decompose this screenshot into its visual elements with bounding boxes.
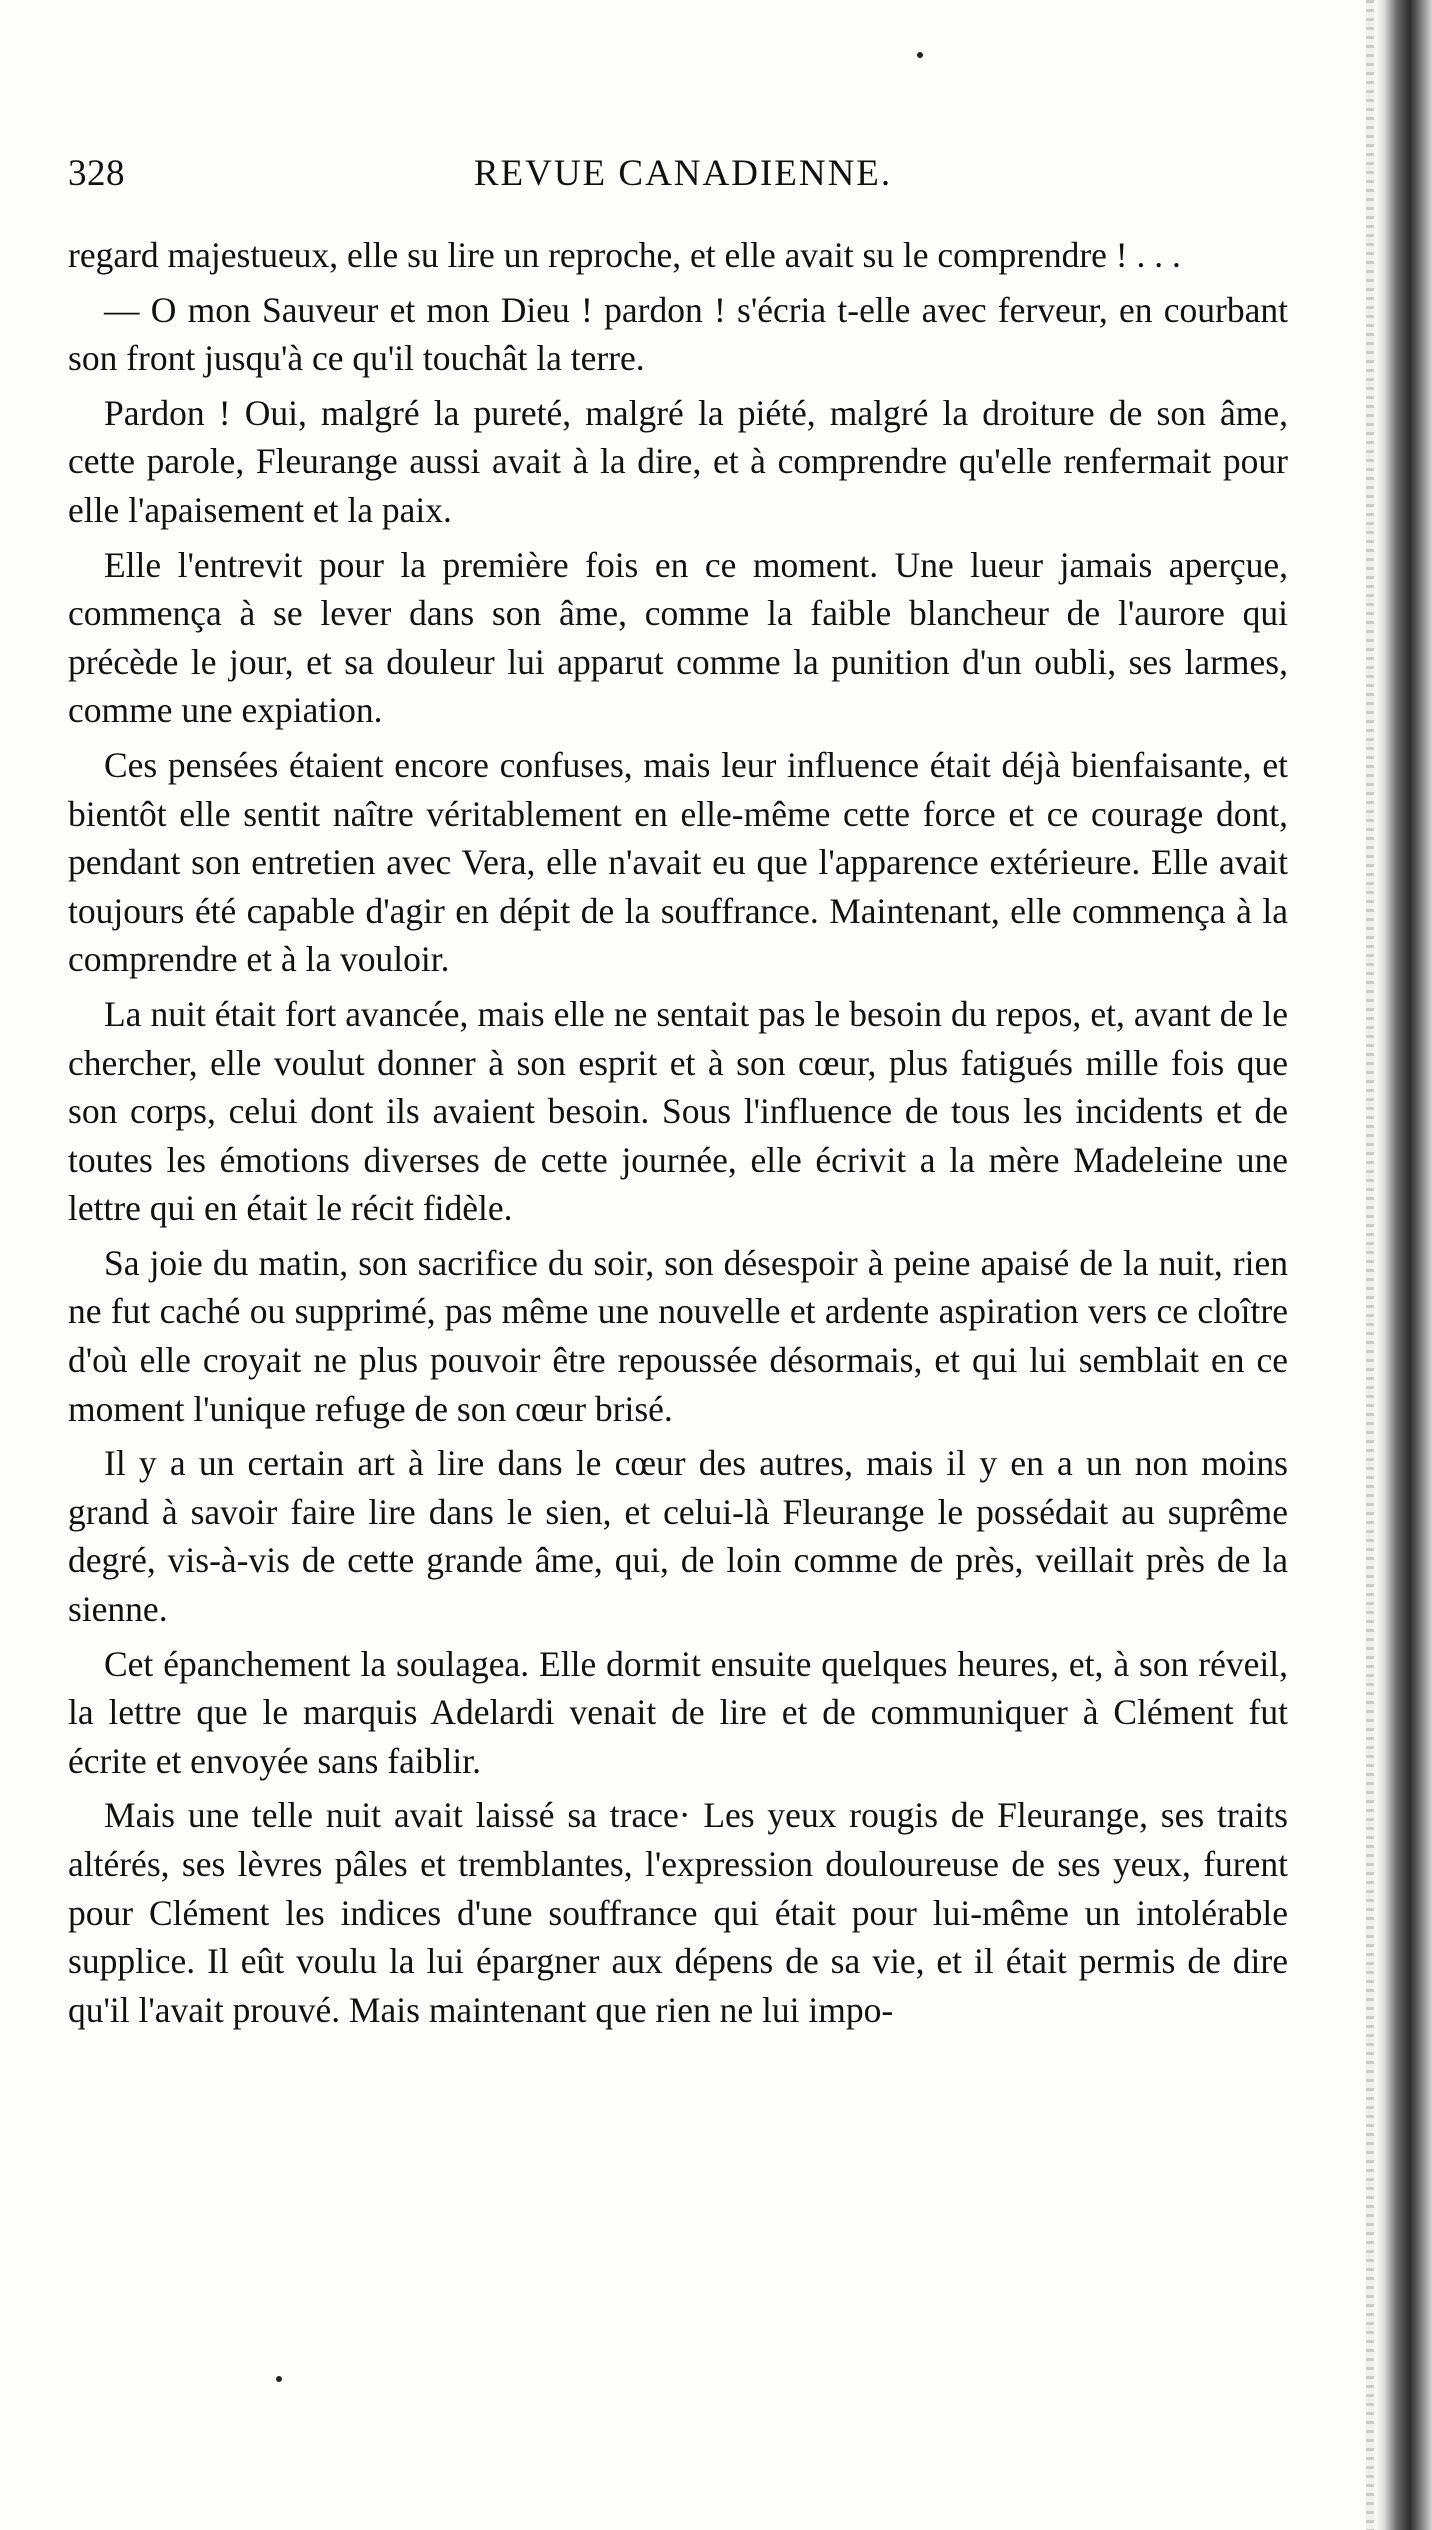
page-edge-shadow	[1366, 0, 1374, 2530]
speck-mark	[917, 52, 923, 58]
paragraph: Elle l'entrevit pour la première fois en ce moment. Une lueur jamais aperçue, commença à se lever dans son âme, comme la faible blancheur de l'aurore qui précède le jour, et sa douleur lui apparut comme la punition d'un oubli, ses larmes, comme une expiation.	[68, 544, 1288, 731]
speck-mark	[276, 2376, 282, 2382]
paragraph: Cet épanchement la soulagea. Elle dormit ensuite quelques heures, et, à son réveil, la lettre que le marquis Adelardi venait de lire et de communiquer à Clément fut écrite et envoyée sans faiblir.	[68, 1643, 1288, 1781]
paragraph: Il y a un certain art à lire dans le cœur des autres, mais il y en a un non moins grand à savoir faire lire dans le sien, et celui-là Fleurange le possédait au suprême degré, vis-à-vis de cette grande âme, qui, de loin comme de près, veillait près de la sienne.	[68, 1443, 1288, 1630]
paragraph: regard majestueux, elle su lire un reproche, et elle avait su le comprendre ! . . .	[68, 235, 1181, 275]
paragraph: Mais une telle nuit avait laissé sa trace· Les yeux rougis de Fleurange, ses traits altérés, ses lèvres pâles et tremblantes, l'expression douloureuse de ses yeux, furent pour Clément les indices d'une souffrance qui était pour lui-même un intolérable supplice. Il eût voulu la lui épargner aux dépens de sa vie, et il était permis de dire qu'il l'avait prouvé. Mais maintenant que rien ne lui impo-	[68, 1795, 1288, 2030]
book-spine-shadow	[1374, 0, 1432, 2530]
paragraph: Pardon ! Oui, malgré la pureté, malgré la piété, malgré la droiture de son âme, cette parole, Fleurange aussi avait à la dire, et à comprendre qu'elle renfermait pour elle l'apaisement et la paix.	[68, 392, 1288, 530]
page-header	[68, 152, 1298, 202]
paragraph: Sa joie du matin, son sacrifice du soir, son désespoir à peine apaisé de la nuit, rien ne fut caché ou supprimé, pas même une nouvelle et ardente aspiration vers ce cloître d'où elle croyait ne plus pouvoir être repoussée désormais, et qui lui semblait en ce moment l'unique refuge de son cœur brisé.	[68, 1242, 1288, 1429]
paragraph: Ces pensées étaient encore confuses, mais leur influence était déjà bienfaisante, et bientôt elle sentit naître véritablement en elle-même cette force et ce courage dont, pendant son entretien avec Vera, elle n'avait eu que l'apparence extérieure. Elle avait toujours été capable d'agir en dépit de la souffrance. Maintenant, elle commença à la comprendre et à la vouloir.	[68, 744, 1288, 980]
body-text	[68, 231, 1288, 2040]
paragraph: — O mon Sauveur et mon Dieu ! pardon ! s'écria t-elle avec ferveur, en courbant son front jusqu'à ce qu'il touchât la terre.	[68, 289, 1288, 379]
paragraph: La nuit était fort avancée, mais elle ne sentait pas le besoin du repos, et, avant de le chercher, elle voulut donner à son esprit et à son cœur, plus fatigués mille fois que son corps, celui dont ils avaient besoin. Sous l'influence de tous les incidents et de toutes les émotions diverses de cette journée, elle écrivit a la mère Madeleine une lettre qui en était le récit fidèle.	[68, 993, 1288, 1229]
page-number: 328	[68, 153, 125, 194]
running-title: REVUE CANADIENNE.	[473, 153, 893, 194]
